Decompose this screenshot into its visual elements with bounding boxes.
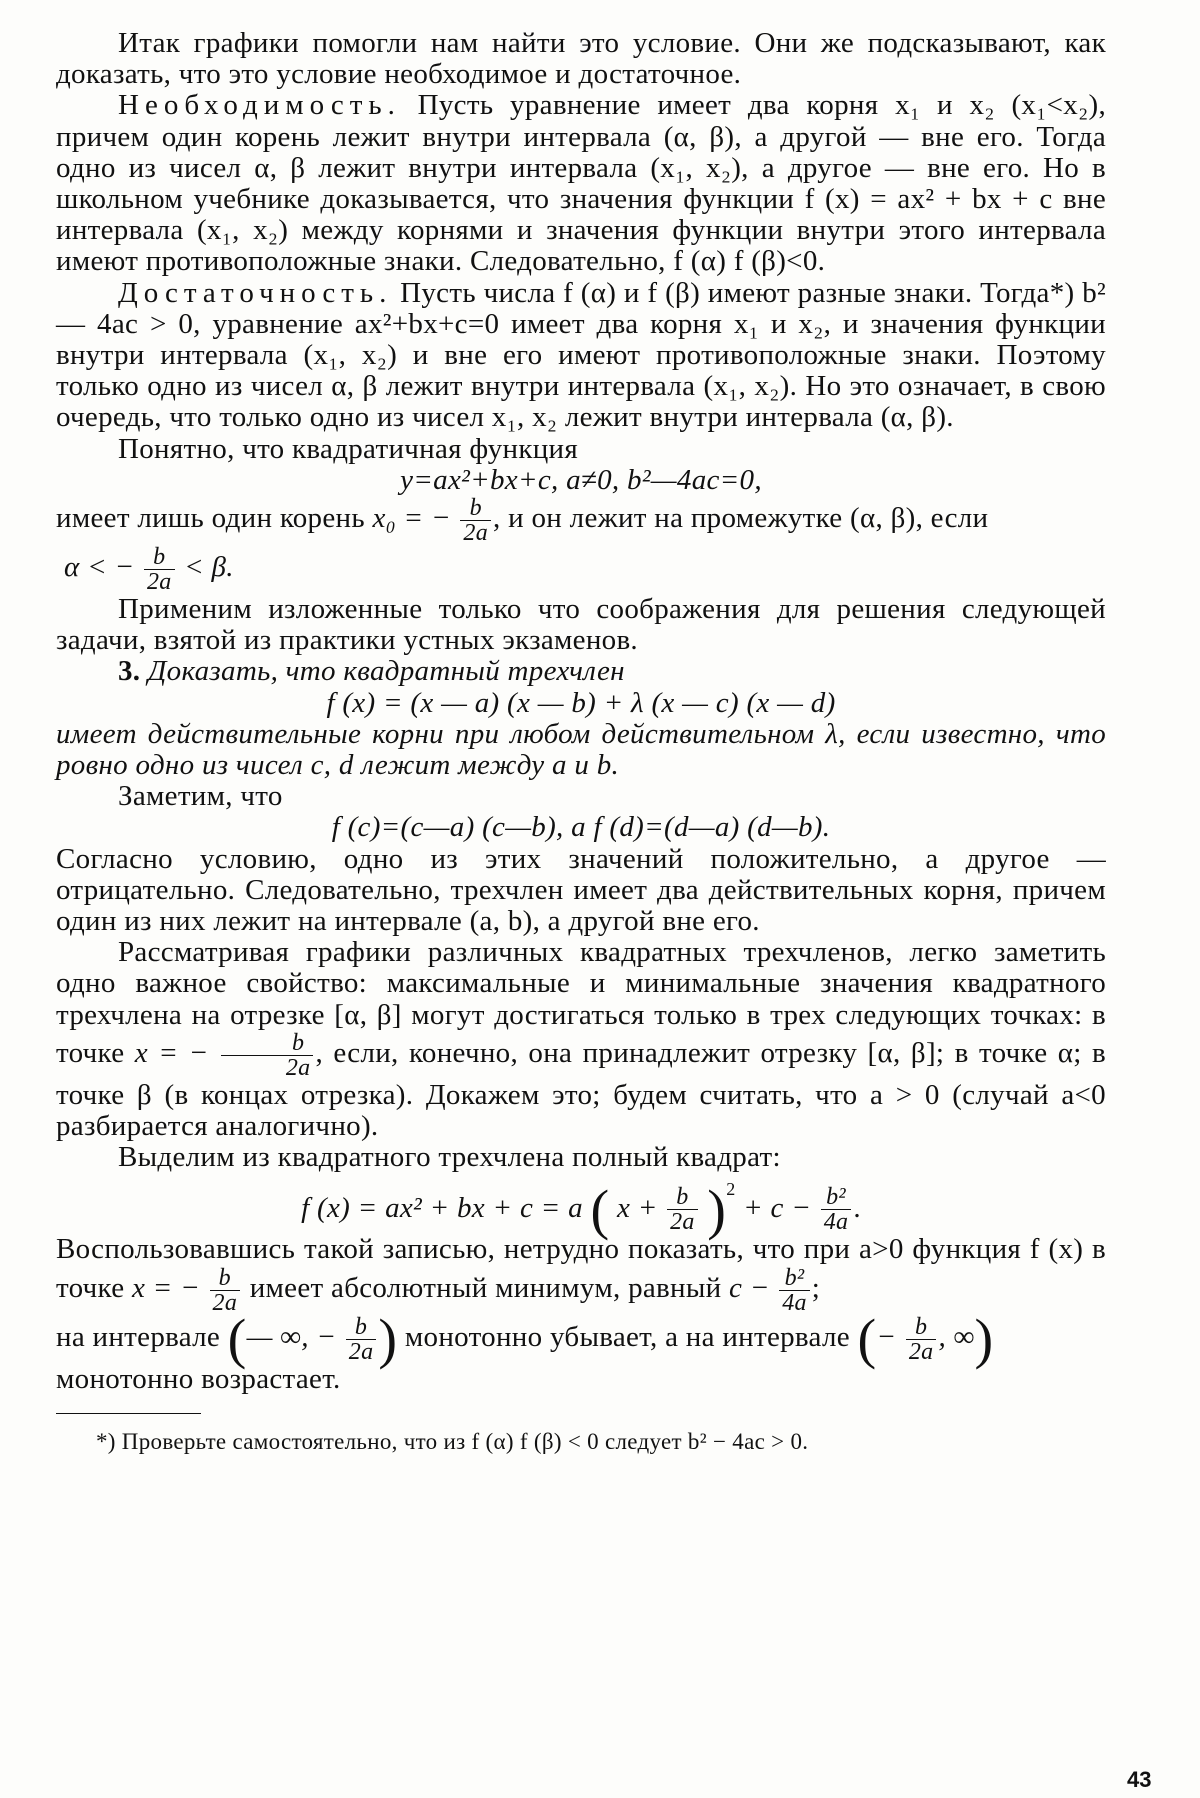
one-root-post: , и он лежит на промежутке (α, β), если bbox=[493, 502, 989, 535]
one-root-line bbox=[56, 496, 1106, 545]
frac-den: 2a bbox=[908, 1338, 934, 1365]
interval-line bbox=[56, 1308, 1106, 1371]
inf-end: , ∞ bbox=[938, 1320, 975, 1353]
quadratic-formula: y=ax²+bx+c, a≠0, b²—4ac=0, bbox=[400, 463, 762, 496]
sufficiency-text: Пусть числа f (α) и f (β) имеют разные знаки. Тогда*) b²— 4ac > 0, уравнение ax²+bx+c=0 имеет два корня x₁ и x₂, и значения функции внутри интервала (x₁, x₂) и вне его имеют противоположные знаки. Поэтому только одно из чисел α, β лежит внутри интервала (x₁, x₂). Но это означает, в свою очередь, что только одно из чисел x₁, x₂ лежит внутри интервала (α, β). bbox=[56, 276, 1106, 434]
fraction-b2-4a bbox=[821, 1185, 852, 1234]
fraction-b-2a bbox=[460, 496, 491, 545]
right-paren: ) bbox=[974, 1308, 994, 1371]
frac-num: b bbox=[144, 545, 175, 570]
frac-num: b bbox=[460, 496, 491, 521]
fraction-b-2a bbox=[144, 545, 175, 594]
footnote-rule bbox=[56, 1413, 201, 1414]
task-formula: f (x) = (x — a) (x — b) + λ (x — c) (x — d) bbox=[326, 686, 836, 719]
note-line: Заметим, что bbox=[118, 780, 283, 813]
increase-line: монотонно возрастает. bbox=[56, 1362, 341, 1395]
frac-den: 2a bbox=[348, 1338, 374, 1365]
right-paren: ) bbox=[378, 1308, 398, 1371]
necessity-text: Пусть уравнение имеет два корня x₁ и x₂ (x₁<x₂), причем один корень лежит внутри интервала (α, β), а другой — вне его. Тогда одно из чисел α, β лежит внутри интервала (x₁, x₂), а другое — вне его. Но в школьном учебнике доказывается, что значения функции f (x) = ax² + bx + c вне интервала (x₁, x₂) между корнями и значения функции внутри этого интервала имеют противоположные знаки. Следовательно, f (α) f (β)<0. bbox=[56, 89, 1106, 278]
complete-sq-x: x + bbox=[616, 1191, 658, 1224]
by-condition-paragraph: Согласно условию, одно из этих значений положительно, а другое — отрицательно. Следовательно, трехчлен имеет два действительных корня, причем один из них лежит на интервале (a, b), а другой вне его. bbox=[56, 842, 1106, 938]
fraction-b-2a bbox=[906, 1315, 937, 1364]
fraction-b-2a bbox=[221, 1031, 314, 1080]
left-paren: ( bbox=[857, 1308, 877, 1371]
inequality-line bbox=[56, 545, 1106, 594]
footnote: *) Проверьте самостоятельно, что из f (α) f (β) < 0 следует b² − 4ac > 0. bbox=[96, 1428, 809, 1454]
task-heading bbox=[56, 656, 1106, 687]
frac-den: 2a bbox=[285, 1054, 311, 1081]
task-number: 3. bbox=[118, 655, 141, 688]
using-paragraph: Воспользовавшись такой записью, нетрудно показать, что при a>0 функция f (x) в точке x = − $\frac{b}{2a}$ имеет абсолютный минимум, равный c − $\frac{\text{b²}}{4a}$ ; bbox=[56, 1233, 1106, 1316]
using-mid: имеет абсолютный минимум, равный bbox=[249, 1271, 722, 1304]
frac-den: 2a bbox=[463, 520, 489, 547]
complete-sq-right: + c − bbox=[743, 1191, 812, 1224]
intro-paragraph: Итак графики помогли нам найти это условие. Они же подсказывают, как доказать, что это условие необходимое и достаточное. bbox=[56, 27, 1106, 91]
note-formula: f (c)=(c—a) (c—b), а f (d)=(d—a) (d—b). bbox=[331, 811, 831, 844]
clear-paragraph: Понятно, что квадратичная функция bbox=[118, 432, 578, 465]
frac-num: b bbox=[221, 1031, 314, 1056]
frac-den: 2a bbox=[670, 1209, 695, 1236]
ineq-right: < β. bbox=[184, 551, 234, 584]
square-exponent: 2 bbox=[726, 1178, 736, 1199]
fraction-b-2a bbox=[346, 1315, 377, 1364]
c-minus: c − bbox=[729, 1271, 770, 1304]
frac-den: 2a bbox=[212, 1289, 238, 1316]
one-root-pre: имеет лишь один корень bbox=[56, 502, 365, 535]
page-number: 43 bbox=[1127, 1767, 1152, 1792]
task-intro: Доказать, что квадратный трехчлен bbox=[147, 655, 625, 688]
task-condition: имеет действительные корни при любом действительном λ, если известно, что ровно одно из чисел c, d лежит между a и b. bbox=[56, 717, 1106, 782]
apply-paragraph: Применим изложенные только что соображения для решения следующей задачи, взятой из практики устных экзаменов. bbox=[56, 593, 1106, 657]
minus-inf: — ∞, − bbox=[246, 1320, 337, 1353]
frac-den: 4a bbox=[782, 1289, 807, 1316]
text-column bbox=[56, 28, 1106, 1456]
left-paren: ( bbox=[590, 1178, 610, 1241]
x-eq-neg: x = − bbox=[131, 1271, 200, 1304]
sufficiency-paragraph bbox=[56, 278, 1106, 434]
frac-num: b bbox=[667, 1185, 698, 1210]
frac-num: b² bbox=[779, 1266, 810, 1291]
consider-paragraph bbox=[56, 937, 1106, 1142]
fraction-b2-4a bbox=[779, 1266, 810, 1315]
minus-sign: − bbox=[876, 1320, 897, 1353]
complete-square-formula: f (x) = ax² + bx + c = a ( x + $\frac{b}{2a}$ )$^2$ + c − $\frac{\text{b²}}{4a}$ . bbox=[301, 1178, 861, 1241]
select-line: Выделим из квадратного трехчлена полный квадрат: bbox=[118, 1141, 781, 1174]
decrease-text: монотонно убывает, а на интервале bbox=[404, 1320, 850, 1353]
left-paren: ( bbox=[227, 1308, 247, 1371]
frac-num: b bbox=[906, 1315, 937, 1340]
frac-num: b² bbox=[821, 1185, 852, 1210]
using-pre: Воспользовавшись такой записью, нетрудно показать, что при a>0 функция f (x) в точке bbox=[56, 1233, 1106, 1304]
necessity-paragraph bbox=[56, 90, 1106, 277]
necessity-label: Необходимость. bbox=[118, 89, 401, 122]
fraction-b-2a bbox=[667, 1185, 698, 1234]
complete-sq-left: f (x) = ax² + bx + c = a bbox=[301, 1191, 583, 1224]
right-paren: ) bbox=[707, 1178, 727, 1241]
consider-mid: , если, конечно, она принадлежит отрезку [α, β]; в точке α; в точке β (в концах отрезка). Докажем это; будем считать, что a > 0 (случай a<0 разбирается аналогично). bbox=[56, 1037, 1106, 1143]
frac-den: 4a bbox=[823, 1209, 849, 1236]
x0-eq: x₀ = − bbox=[372, 502, 451, 535]
sufficiency-label: Достаточность. bbox=[118, 276, 393, 309]
on-interval: на интервале bbox=[56, 1320, 221, 1353]
ineq-left: α < − bbox=[64, 551, 135, 584]
consider-pre: Рассматривая графики различных квадратных трехчленов, легко заметить одно важное свойство: максимальные и минимальные значения квадратного трехчлена на отрезке [α, β] могут достигаться только в трех следующих точках: в точке bbox=[56, 936, 1106, 1070]
x-eq-neg: x = − bbox=[134, 1037, 209, 1070]
frac-num: b bbox=[346, 1315, 377, 1340]
frac-num: b bbox=[210, 1266, 241, 1291]
frac-den: 2a bbox=[146, 569, 172, 596]
